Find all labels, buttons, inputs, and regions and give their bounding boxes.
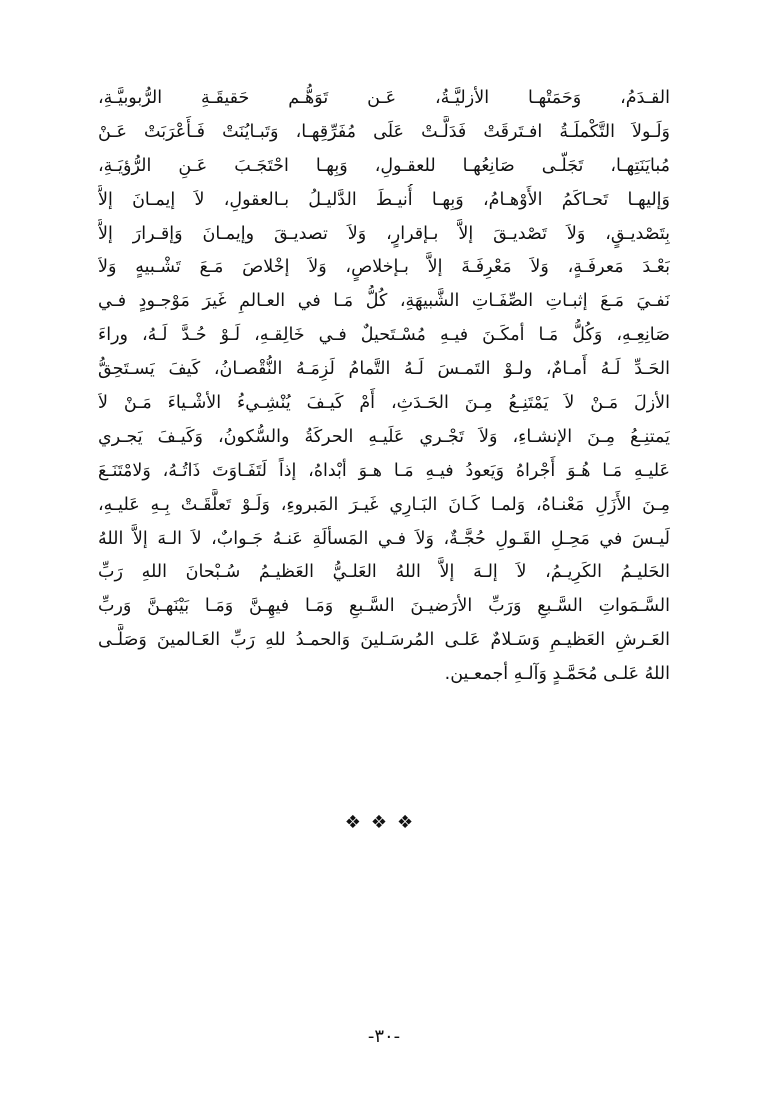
- text-line: العَـرشِ العَظيـمِ وَسَـلامٌ عَلـى المُرسَـلينَ وَالحمـدُ للهِ رَبِّ العَـالمينَ وَصَلَّـى: [98, 630, 670, 651]
- text-line: عَليـهِ مَـا هُـوَ أَجْراهُ وَيَعودُ فيـهِ مَـا هـوَ أبْداهُ، إذاً لَتَفَـاوَتَ ذَاتُـهُ، وَلامْتَنَـعَ: [98, 460, 670, 481]
- page-number: -٣٠-: [367, 1026, 401, 1047]
- text-line: مِـنَ الأَزَلِ مَعْنـاهُ، وَلمـا كَـانَ البَـارِي غَيـرَ المَبروءِ، وَلَـوْ تَعلَّقَـتْ بِـهِ عَليـهِ،: [98, 494, 670, 515]
- section-divider-ornament: ❖❖❖: [344, 812, 424, 833]
- text-line: الأزلَ مَـنْ لاَ يَمْتَنِـعُ مِـنَ الحَـدَثِ، أَمْ كَيـفَ يُنْشِـيءُ الأشْـياءَ مَـنْ لاَ: [98, 393, 670, 414]
- text-line: صَانِعِـهِ، وَكُلُّ مَـا أمكَـنَ فيـهِ مُسْـتَحيلٌ فـي خَالِقـهِ، لَـوْ حُـدَّ لَـهُ، وراءَ: [98, 325, 670, 346]
- body-text: [98, 82, 670, 692]
- text-line: نَفـيَ مَـعَ إثبـاتِ الصِّفَـاتِ الشَّبيهَةِ، كُلُّ مَـا في العـالمِ غَيرَ مَوْجـودٍ فـي: [98, 291, 670, 312]
- text-line: السَّـمَواتِ السَّـبعِ وَرَبِّ الأرَضيـنَ السَّـبعِ وَمَـا فيهِـنَّ وَمَـا بَيْنَهـنَّ وَربِّ: [98, 596, 670, 617]
- text-line: الحَـدِّ لَـهُ أَمـامٌ، ولـوْ التَمـسَ لَـهُ التَّمامُ لَزِمَـهُ النُّقْصـانُ، كَيفَ يَسـتَحِقُّ: [98, 359, 670, 380]
- text-line: القـدَمُ، وَحَمَتْهـا الأزليَّـةُ، عَـن تَوَهُّـم حَقيقَـةِ الرُّبوبيَّـةِ،: [98, 88, 670, 108]
- text-line: بَعْـدَ مَعرفَـةٍ، وَلاَ مَعْرِفَـةَ إلاَّ بـإخلاصٍ، وَلاَ إخْلاصَ مَـعَ تَشْـبيهٍ وَلاَ: [98, 257, 670, 278]
- text-line: مُبايَنَتِهـا، تَجَلّـى صَانِعُهـا للعقـولِ، وَبِهـا احْتَجَـبَ عَـنِ الرُّؤيَـةِ،: [98, 155, 670, 176]
- text-line: بِتَصْديـقٍ، وَلاَ تَصْديـقَ إلاَّ بـإقرارٍ، وَلاَ تصديـقَ وإيمـانَ وَإقـرارَ إلاَّ: [98, 223, 670, 244]
- text-line: وَلَـولاَ التَّكْملَـةُ افـتَرقَتْ فَدَلَّـتْ عَلَى مُفَرِّقِهـا، وَتَبـايُنَتْ فَـأَعْرَبَتْ عَـنْ: [98, 121, 670, 142]
- text-line: يَمتنِـعُ مِـنَ الإنشـاءِ، وَلاَ تَجْـري عَلَيـهِ الحركَةُ والسُّكونُ، وَكَيـفَ يَجـري: [98, 426, 670, 447]
- text-line: لَيـسَ في مَحِـلِ القَـولِ حُجَّـةٌ، وَلاَ فـي المَسألَةِ عَنـهُ جَـوابٌ، لاَ الـهَ إلاَّ اللهُ: [98, 528, 670, 549]
- text-line: الحَليـمُ الكَرِيـمُ، لاَ إلـهَ إلاَّ اللهُ العَلـيُّ العَظيـمُ سُـبْحانَ اللهِ رَبِّ: [98, 562, 670, 583]
- text-line-last: اللهُ عَلـى مُحَمَّـدٍ وَآلـهِ أجمعـين.: [444, 664, 670, 685]
- text-line: وَإليهـا تَحـاكَمُ الأَوْهـامُ، وَبِهـا أُنيـطَ الدَّليـلُ بـالعقولِ، لاَ إيمـانَ إلاَّ: [98, 189, 670, 210]
